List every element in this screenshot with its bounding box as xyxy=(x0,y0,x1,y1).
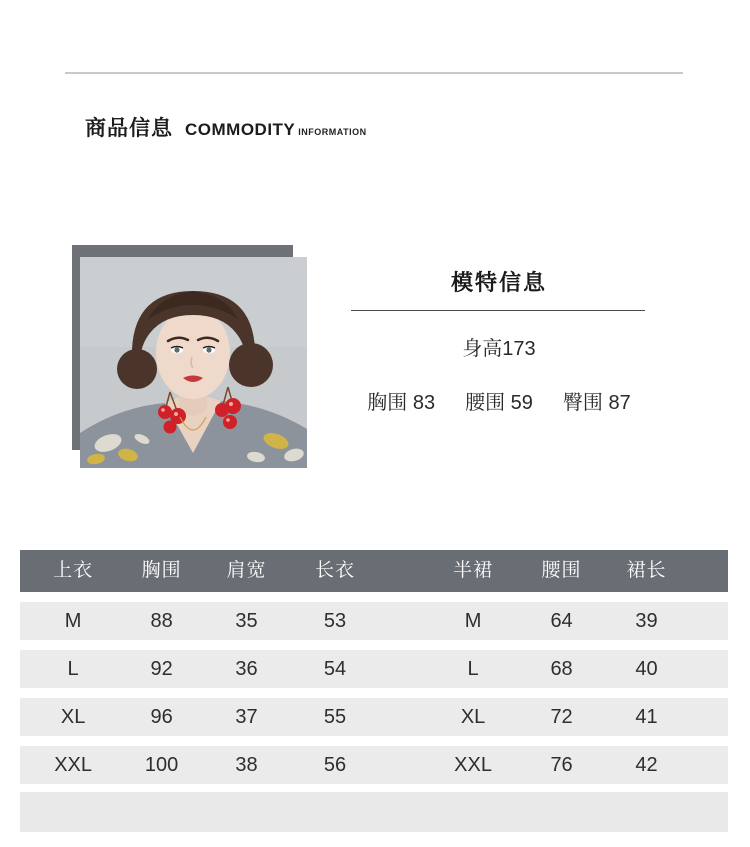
table-row-m xyxy=(20,602,728,640)
cell-waist: 68 xyxy=(550,658,573,680)
col-header-top-length: 长衣 xyxy=(315,560,356,581)
cell-waist: 72 xyxy=(550,706,573,728)
cell-top-length: 55 xyxy=(323,706,347,728)
cell-top-size: XL xyxy=(60,706,86,728)
cell-shoulder: 37 xyxy=(235,706,258,728)
cell-skirt-length: 40 xyxy=(635,658,658,680)
model-info-panel xyxy=(345,266,653,415)
col-header-shoulder: 肩宽 xyxy=(226,560,267,581)
table-row-l xyxy=(20,650,728,688)
section-title-zh: 商品信息 xyxy=(85,117,173,140)
cell-skirt-length: 42 xyxy=(635,754,658,776)
col-header-top-size: 上衣 xyxy=(53,560,94,581)
cell-top-length: 54 xyxy=(323,658,347,680)
section-title-en-sub: INFORMATION xyxy=(298,127,367,137)
table-row-xxl xyxy=(20,746,728,784)
model-measurements xyxy=(345,386,653,415)
section-header xyxy=(85,112,367,142)
cell-top-length: 56 xyxy=(323,754,347,776)
cell-skirt-size: L xyxy=(467,658,479,680)
col-header-bust: 胸围 xyxy=(141,560,182,581)
table-header-row xyxy=(20,550,728,592)
cell-bust: 92 xyxy=(150,658,173,680)
model-hip: 臀围 87 xyxy=(562,392,631,414)
model-info-title: 模特信息 xyxy=(450,270,547,295)
section-title-en: COMMODITY xyxy=(185,120,296,139)
cell-bust: 96 xyxy=(150,706,173,728)
cell-shoulder: 36 xyxy=(235,658,258,680)
cell-waist: 76 xyxy=(550,754,573,776)
table-row-xl xyxy=(20,698,728,736)
table-row-empty xyxy=(20,792,728,832)
model-info-divider xyxy=(351,310,645,311)
cell-skirt-length: 39 xyxy=(635,610,658,632)
cell-top-size: XXL xyxy=(54,754,92,776)
cell-top-length: 53 xyxy=(323,610,347,632)
model-height: 身高173 xyxy=(462,338,536,360)
cell-skirt-size: M xyxy=(464,610,482,632)
model-photo-illustration xyxy=(80,257,307,468)
col-header-skirt-size: 半裙 xyxy=(453,560,494,581)
cell-bust: 88 xyxy=(150,610,173,632)
cell-skirt-size: XL xyxy=(460,706,486,728)
top-divider-line xyxy=(65,72,683,74)
cell-skirt-size: XXL xyxy=(454,754,492,776)
size-table xyxy=(20,550,728,832)
cell-shoulder: 38 xyxy=(235,754,258,776)
col-header-waist: 腰围 xyxy=(541,560,582,581)
cell-skirt-length: 41 xyxy=(635,706,658,728)
cell-waist: 64 xyxy=(550,610,573,632)
cell-top-size: M xyxy=(64,610,82,632)
model-waist: 腰围 59 xyxy=(465,392,533,414)
cell-bust: 100 xyxy=(144,754,179,776)
model-bust: 胸围 83 xyxy=(367,392,436,414)
cell-shoulder: 35 xyxy=(235,610,258,632)
col-header-skirt-length: 裙长 xyxy=(626,560,667,581)
model-photo xyxy=(80,257,307,468)
cell-top-size: L xyxy=(67,658,79,680)
